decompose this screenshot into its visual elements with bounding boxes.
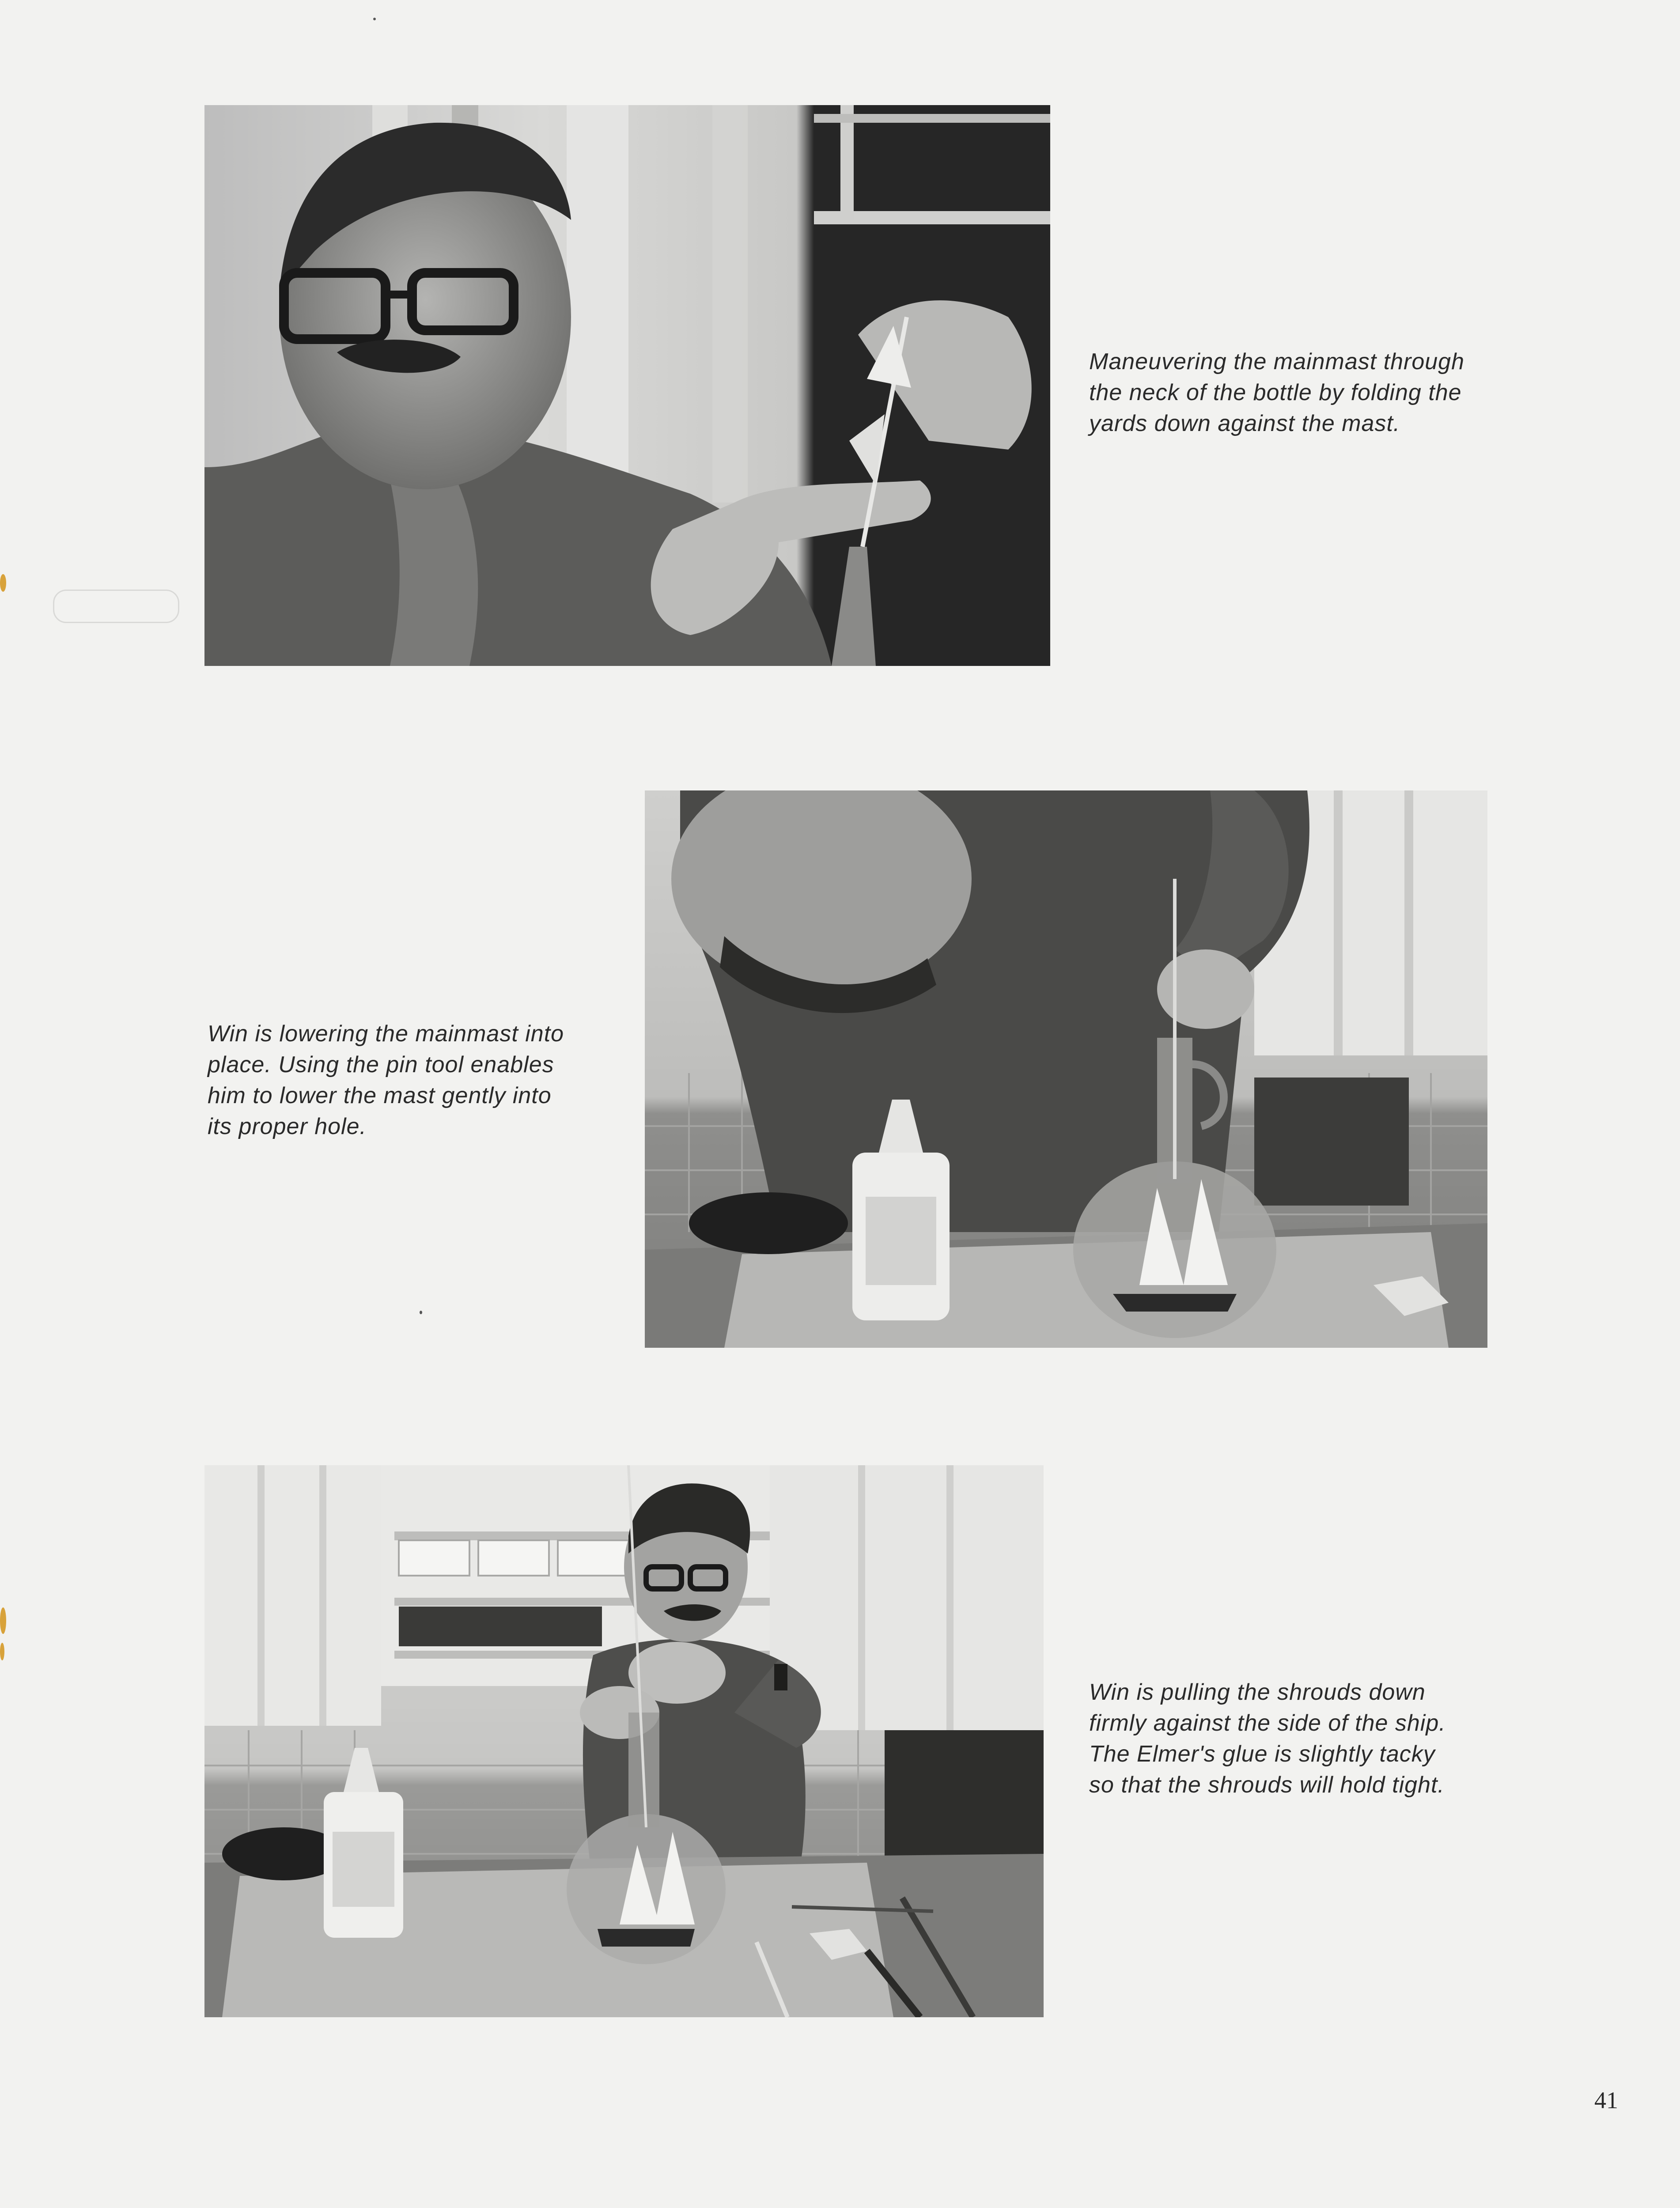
scan-speck bbox=[53, 590, 179, 623]
photo-pulling-shrouds bbox=[204, 1465, 1044, 2017]
scan-speck bbox=[373, 18, 376, 20]
page-number: 41 bbox=[1594, 2087, 1618, 2113]
caption-photo-2: Win is lowering the mainmast into place. Using the pin tool enables him to lower the mast gently into its proper hole. bbox=[208, 1021, 564, 1139]
scan-speck bbox=[0, 574, 6, 592]
caption-photo-1: Maneuvering the mainmast through the neck of the bottle by folding the yards down against the mast. bbox=[1089, 349, 1465, 436]
caption-photo-3: Win is pulling the shrouds down firmly against the side of the ship. The Elmer's glue is slightly tacky so that the shrouds will hold tight. bbox=[1089, 1679, 1446, 1798]
scan-speck bbox=[0, 1643, 4, 1660]
photo-mainmast-through-neck bbox=[204, 105, 1050, 666]
scan-speck bbox=[420, 1311, 422, 1314]
photo-lowering-mainmast bbox=[645, 790, 1487, 1348]
scan-speck bbox=[0, 1607, 6, 1634]
